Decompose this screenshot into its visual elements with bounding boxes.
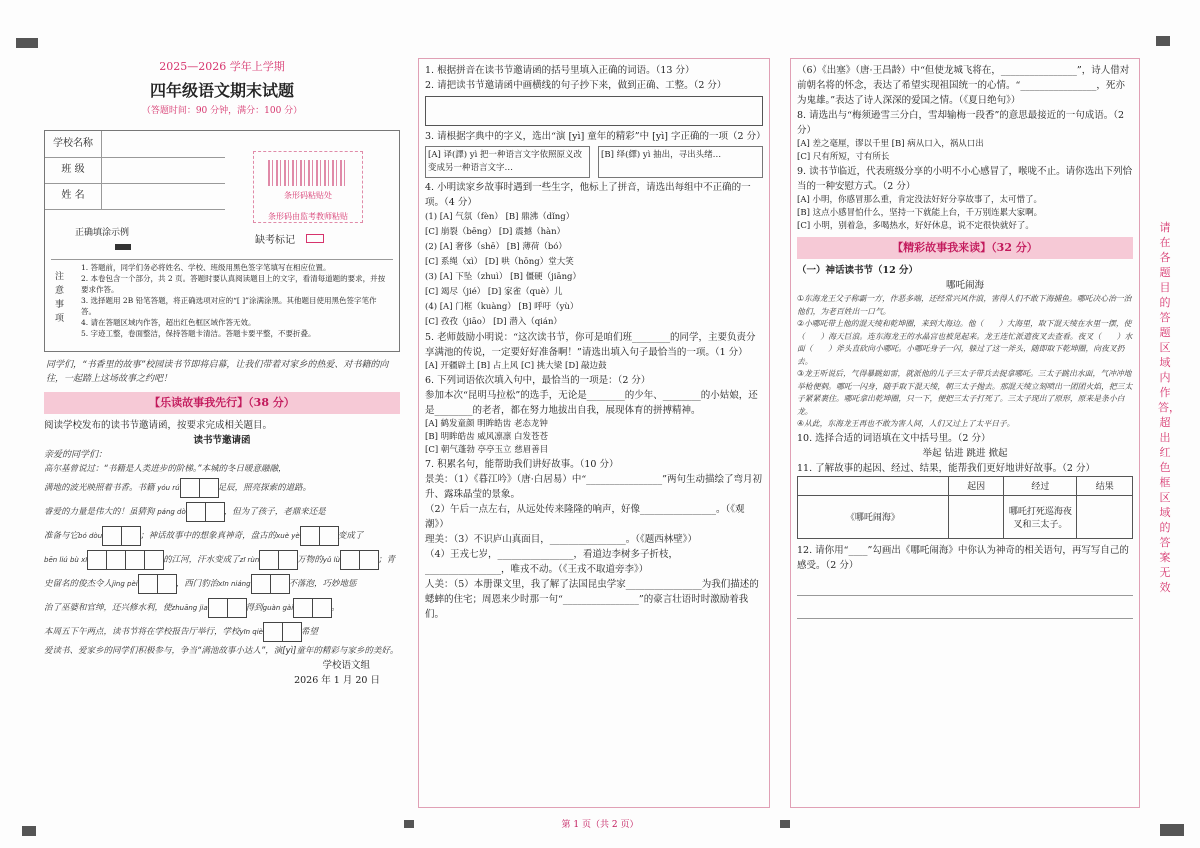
page-footer: 第 1 页（共 2 页）	[561, 820, 639, 830]
question-6: 6. 下列词语依次填入句中，最恰当的一项是：（2 分）	[425, 375, 651, 386]
answer-box-2[interactable]	[425, 96, 763, 126]
pinyin-box[interactable]	[144, 550, 164, 570]
story-title: 哪吒闹海	[945, 280, 984, 291]
question-9: 9. 读书节临近，代表班级分享的小明不小心感冒了，喉咙不止。请你选出下列恰当的一种安慰方式。（2 分）	[797, 166, 1133, 192]
subsection-title: （一）神话读书节（12 分）	[797, 265, 919, 276]
section-lead: 阅读学校发布的读书节邀请函，按要求完成相关题目。	[44, 420, 273, 431]
question-11: 11. 了解故事的起因、经过、结果，能帮我们更好地讲好故事。（2 分）	[797, 462, 1095, 474]
pinyin-box[interactable]	[270, 574, 290, 594]
pinyin-box[interactable]	[199, 478, 219, 498]
letter-signature: 学校语文组	[322, 660, 370, 671]
question-7: 7. 积累名句，能帮助我们讲好故事。（10 分）	[425, 459, 619, 470]
pinyin-box[interactable]	[157, 574, 177, 594]
school-year: 2025—2026 学年上学期	[159, 60, 285, 73]
answer-line[interactable]	[797, 573, 1133, 596]
question-6-text: 参加本次“昆明马拉松”的选手，无论是________的少年、________的小姑娘，还是________的老者，都在努力地拔出自我，展现体育的拼搏精神。	[425, 390, 758, 416]
question-9-options[interactable]: [A] 小明，你感冒那么重，肯定没法好好分享故事了，太可惜了。 [B] 这点小感冒怕什么，坚持一下就能上台，千万别连累大家啊。 [C] 小明，别着急，多喝热水，好好休息，说不定很快就好了。	[797, 195, 1043, 231]
pinyin-box[interactable]	[121, 526, 141, 546]
pinyin-box[interactable]	[312, 598, 332, 618]
side-warning: 请在各题目的答题区域内作答，超出红色框区域的答案无效	[1158, 221, 1180, 594]
option-3b[interactable]: [B] 绎(繹) yì 抽出，寻出头绪…	[598, 146, 763, 178]
question-4-options[interactable]: (1) [A] 气氛（fèn） [B] 鼎沸（dǐng） [C] 崩裂（bēng） [D] 震撼（hàn） (2) [A] 奢侈（shē） [B] 薄荷（bó） [C] 系绳（xì） [D] 哄（hōng）堂大笑 (3) [A] 下坠（zhuì） [B] 僵硬（jiāng） [C] 竭尽（jié） [D] 家雀（què）儿 (4) [A] 门框（kuàng） [B] 呼吁（yù） [C] 孜孜（jiāo） [D] 潜入（qián）	[425, 212, 581, 327]
question-5: 5. 老师鼓励小明说：“这次读书节，你可是咱们班________的同学，主要负责分享满池的传说，一定要好好准备啊！”请选出填入句子最恰当的一项。（1 分）	[425, 332, 756, 358]
notes-list: 1. 答题前，同学们务必将姓名、学校、班级用黑色签字笔填写在相应位置。 2. 本卷包含一个部分，共 2 页。答题时要认真阅读题目上的文字，看清每道题的要求，并按要求作答。 3. 选择题用 2B 铅笔答题，将正确选项对应的“[ ]”涂满涂黑。其他题目使用黑色签字笔作答。 4. 请在答题区域内作答，超出红色框区域作答无效。 5. 字迹工整，卷面整洁，保持答题卡清洁。答题卡要平整，不要折叠。	[81, 263, 386, 338]
column-middle	[418, 58, 770, 808]
dictionary-options	[425, 146, 763, 178]
letter-title: 读书节邀请函	[193, 435, 251, 446]
exam-title: 四年级语文期末试题	[149, 81, 294, 100]
name-field[interactable]: 姓 名	[45, 183, 225, 210]
absent-mark[interactable]: 缺考标记	[255, 231, 324, 246]
filled-mark-icon	[115, 244, 131, 250]
pinyin-box[interactable]	[138, 574, 158, 594]
story-text: ①东海龙王父子称霸一方，作恶多端，还经常兴风作浪，害得人们不敢下海捕鱼。哪吒决心治一治他们，为老百姓出一口气。 ②小哪吒带上他的混天绫和乾坤圈，来到大海边。他（ ）大海里，取下混天绫在水里一摆，使（ ）海天巨浪。连东海龙王的水晶宫也被晃起来。龙王连忙派遣夜叉去查看。夜叉（ ）水面（ ）斧头直砍向小哪吒。小哪吒身子一闪，躲过了这一斧头，随即取下乾坤圈，向夜叉扔去。 ③龙王听说后，气得暴跳如雷，就派他的儿子三太子带兵去捉拿哪吒。三太子跳出水面，气冲冲地举枪便刺。哪吒一闪身，随手取下混天绫，朝三太子抛去。那混天绫立刻喷出一团团火焰，把三太子紧紧裹住。哪吒拿出乾坤圈，只一下，便把三太子打死了。三太子现出了原形，原来是条小白龙。 ④从此，东海龙王再也不敢为害人间，人们又过上了太平日子。	[797, 294, 1133, 428]
question-12: 12. 请你用“____”勾画出《哪吒闹海》中你认为神奇的相关语句，再写写自己的感受。（2 分）	[797, 544, 1129, 571]
class-field[interactable]: 班 级	[45, 157, 225, 184]
question-5-options[interactable]: [A] 开疆辟土 [B] 占上风 [C] 挑大梁 [D] 敲边鼓	[425, 361, 607, 371]
pinyin-box[interactable]	[106, 550, 126, 570]
exam-time: （答题时间：90 分钟，满分：100 分）	[141, 106, 303, 116]
absent-checkbox-icon[interactable]	[306, 234, 324, 243]
question-6-options[interactable]: [A] 鹤发童颜 明眸皓齿 老态龙钟 [B] 明眸皓齿 威风凛凛 白发苍苍 [C] 朝气蓬勃 亭亭玉立 慈眉善目	[425, 419, 549, 455]
option-3a[interactable]: [A] 译(譯) yì 把一种语言文字依照原义改变成另一种语言文字…	[425, 146, 590, 178]
notes-label: 注意事项	[55, 272, 65, 324]
pinyin-box[interactable]	[300, 526, 320, 546]
pinyin-box[interactable]	[205, 502, 225, 522]
question-10: 10. 选择合适的词语填在文中括号里。（2 分）	[797, 432, 991, 444]
barcode-icon	[268, 160, 348, 186]
pinyin-box[interactable]	[340, 550, 360, 570]
pinyin-box[interactable]	[208, 598, 228, 618]
barcode-area: 条形码粘贴处 条形码由监考教师粘贴	[253, 151, 363, 223]
column-right	[790, 58, 1140, 808]
corner-mark	[16, 38, 38, 48]
section-title-2: 【精彩故事我来读】（32 分）	[797, 237, 1133, 259]
pinyin-box[interactable]	[180, 478, 200, 498]
table-header: 起因 经过 结果	[798, 476, 1133, 495]
notes-box	[51, 259, 393, 347]
letter-greeting: 亲爱的同学们：	[44, 450, 108, 460]
table-row[interactable]: 《哪吒闹海》 哪吒打死巡海夜叉和三太子。	[798, 495, 1133, 538]
question-7-cont[interactable]: （6）《出塞》（唐·王昌龄）中“但使龙城飞将在，________________”，诗人借对前朝名将的怀念，表达了希望实现祖国统一的心情。“________________，死亦为鬼雄。”表达了诗人深深的爱国之情。（《夏日绝句》）	[797, 65, 1130, 106]
pinyin-box[interactable]	[278, 550, 298, 570]
pinyin-box[interactable]	[293, 598, 313, 618]
question-4: 4. 小明读家乡故事时遇到一些生字，他标上了拼音，请选出每组中不正确的一项。（4 分）	[425, 182, 751, 208]
pinyin-box[interactable]	[87, 550, 107, 570]
letter-date: 2026 年 1 月 20 日	[294, 675, 380, 686]
question-8: 8. 请选出与“梅须逊雪三分白，雪却输梅一段香”的意思最接近的一句成语。（2 分）	[797, 110, 1125, 136]
school-field[interactable]: 学校名称	[45, 131, 225, 158]
question-3: 3. 请根据字典中的字义，选出“演 [yì] 童年的精彩”中 [yì] 字正确的一项（2 分）	[425, 131, 766, 142]
corner-mark	[1156, 36, 1170, 46]
section-title-1: 【乐读故事我先行】（38 分）	[44, 392, 400, 414]
pinyin-box[interactable]	[263, 622, 283, 642]
pinyin-box[interactable]	[102, 526, 122, 546]
pinyin-box[interactable]	[227, 598, 247, 618]
pinyin-box[interactable]	[186, 502, 206, 522]
pinyin-box[interactable]	[251, 574, 271, 594]
question-1: 1. 根据拼音在读书节邀请函的括号里填入正确的词语。（13 分）	[425, 65, 695, 76]
pinyin-box[interactable]	[319, 526, 339, 546]
letter-body: 高尔基曾说过：“书籍是人类进步的阶梯。”本城的冬日暖意融融， 满地的波光映照着书香。书籍 yóu rú 足辰，照亮探索的道路。 睿爱的力量是伟大的！虽猜狗 páng dò ，但为了孩子，老鼎来还是 准备与它bó dòu ；神话故事中的想象真神奇，盘古的xuè yè 变成了 bēn liú bù xī 的江河，汗水变成了zī rùn 万物的yǔ lù ；青 史留名的俊杰令人jìng pèi ，西门豹治xīn niáng 不落泡，巧妙地惩 治了巫婆和官绅，还兴修水利，使zhuāng jia 得到guàn gài 。 本周五下午两点，读书节将在学校报告厅举行，学校yīn qiè 希望 爱读书、爱家乡的同学们积极参与，争当“满池故事小达人”，演[yì]童年的精彩与家乡的美好。	[44, 464, 399, 656]
question-10-words: 举起 钻进 跳进 掀起	[922, 447, 1008, 459]
pinyin-box[interactable]	[282, 622, 302, 642]
pinyin-box[interactable]	[125, 550, 145, 570]
story-table	[797, 476, 1133, 539]
intro-text: 同学们，“书香里的故事”校园读书节即将启幕，让我们带着对家乡的热爱、对书籍的向往，一起踏上这场故事之约吧！	[46, 360, 389, 384]
answer-line[interactable]	[797, 596, 1133, 619]
exam-header	[44, 58, 400, 116]
column-left	[44, 58, 400, 808]
fill-example: 正确填涂示例	[75, 225, 131, 250]
question-7-items[interactable]: 景美：（1）《暮江吟》（唐·白居易）中“________________”两句生动描绘了弯月初升、露珠晶莹的景象。 （2）午后一点左右，从远处传来隆隆的响声，好像________________。（《观潮》） 理美：（3）不识庐山真面目，________________。（《题西林壁》） （4）王戎七岁，________________，看道边李树多子折枝，________________，唯戎不动。（《王戎不取道旁李》） 人美：（5）本册课文里，我了解了法国昆虫学家________________为我们描述的蟋蟀的住宅；周恩来少时那一句“________________”的豪言壮语时时激励着我们。	[425, 474, 763, 620]
pinyin-box[interactable]	[259, 550, 279, 570]
pinyin-box[interactable]	[359, 550, 379, 570]
student-info-box	[44, 130, 400, 352]
question-8-options[interactable]: [A] 差之毫厘，谬以千里 [B] 病从口入，祸从口出 [C] 尺有所短，寸有所长	[797, 139, 984, 162]
question-2: 2. 请把读书节邀请函中画横线的句子抄下来，做到正确、工整。（2 分）	[425, 80, 727, 91]
